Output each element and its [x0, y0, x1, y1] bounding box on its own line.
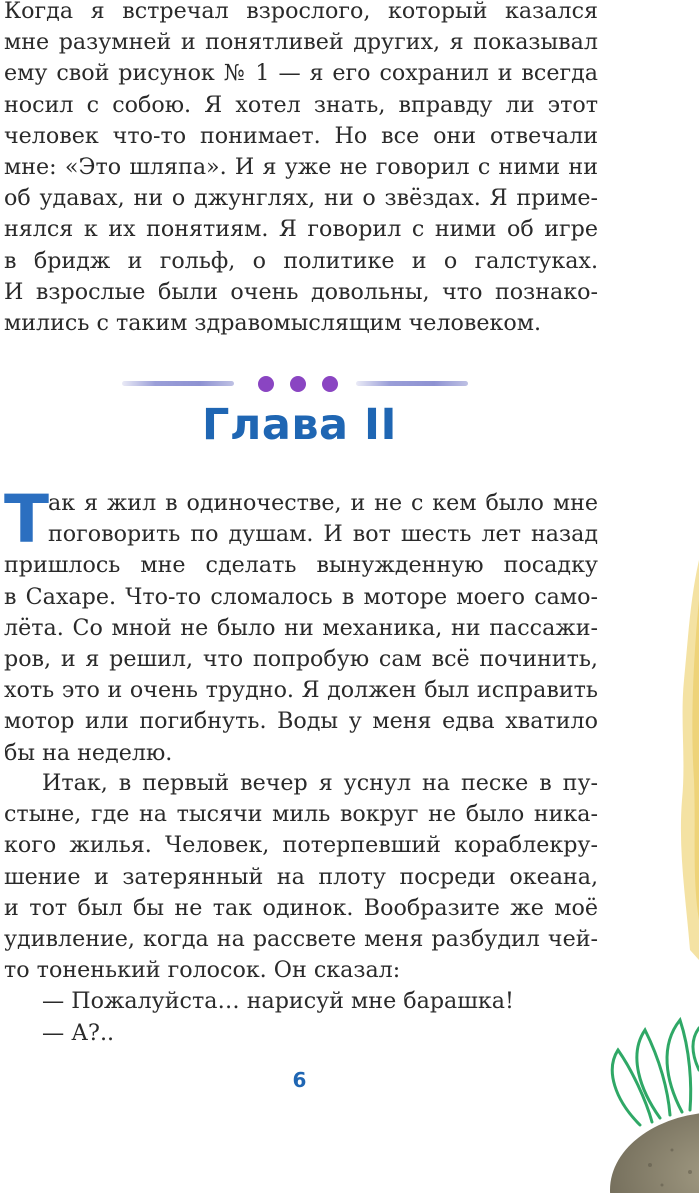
text-line: носил с собою. Я хотел знать, вправду ли этот [4, 91, 598, 118]
text-line: хоть это и очень трудно. Я должен был исправить [4, 677, 598, 704]
paragraph-1 [4, 0, 598, 339]
page-number: 6 [292, 1068, 307, 1092]
text-line: мотор или погибнуть. Воды у меня едва хватило [4, 708, 598, 735]
text-line: ему свой рисунок № 1 — я его сохранил и всегда [4, 60, 598, 87]
text-line: стыне, где на тысячи миль вокруг не было ника- [4, 801, 598, 828]
text-line: нялся к их понятиям. Я говорил с ними об игре [4, 216, 598, 243]
text-line: в бридж и гольф, о политике и о галстуках. [4, 247, 598, 274]
planet [610, 1112, 699, 1193]
text-line: мне разумней и понятливей других, я показывал [4, 29, 598, 56]
separator-dot [258, 376, 274, 392]
paragraph-2 [4, 481, 598, 769]
text-line: пришлось мне сделать вынужденную посадку [4, 552, 598, 579]
sand-texture [681, 560, 699, 960]
chapter-separator [0, 374, 599, 394]
text-line: ров, и я решил, что попробую сам всё починить, [4, 646, 598, 673]
separator-dash-left [122, 381, 234, 386]
text-line: бы на неделю. [4, 739, 173, 766]
text-line: поговорить по душам. И вот шесть лет назад [48, 521, 598, 548]
text-line: человек что-то понимает. Но все они отвечали [4, 122, 598, 149]
text-line: шение и затерянный на плоту посреди океана, [4, 863, 598, 890]
drop-cap: Т [4, 481, 50, 558]
separator-dot [322, 376, 338, 392]
text-line: в Сахаре. Что-то сломалось в моторе моего само- [4, 583, 598, 610]
dialogue-line: — А?.. [42, 1019, 115, 1046]
text-line: мне: «Это шляпа». И я уже не говорил с ними ни [4, 154, 598, 181]
text-line: об удавах, ни о джунглях, ни о звёздах. Я приме- [4, 185, 598, 212]
text-line: удивление, когда на рассвете меня разбудил чей- [4, 926, 598, 953]
separator-dash-right [356, 381, 468, 386]
chapter-title: Глава II [201, 400, 398, 450]
text-line: И взрослые были очень довольны, что познако- [4, 278, 598, 305]
text-line: Итак, в первый вечер я уснул на песке в пу- [42, 770, 598, 796]
text-line: лёта. Со мной не было ни механика, ни пассажи- [4, 614, 598, 641]
paragraph-3 [4, 768, 598, 1049]
text-line: то тоненький голосок. Он сказал: [4, 957, 401, 984]
dialogue-line: — Пожалуйста… нарисуй мне барашка! [42, 988, 514, 1015]
text-line: Когда я встречал взрослого, который казался [4, 0, 598, 24]
text-line: и тот был бы не так одинок. Вообразите же моё [4, 894, 598, 921]
separator-dot [290, 376, 306, 392]
text-line: ак я жил в одиночестве, и не с кем было мне [48, 490, 598, 516]
text-line: мились с таким здравомыслящим человеком. [4, 310, 542, 337]
plant-leaves [612, 1020, 699, 1125]
text-line: кого жилья. Человек, потерпевший кораблекру- [4, 832, 598, 859]
